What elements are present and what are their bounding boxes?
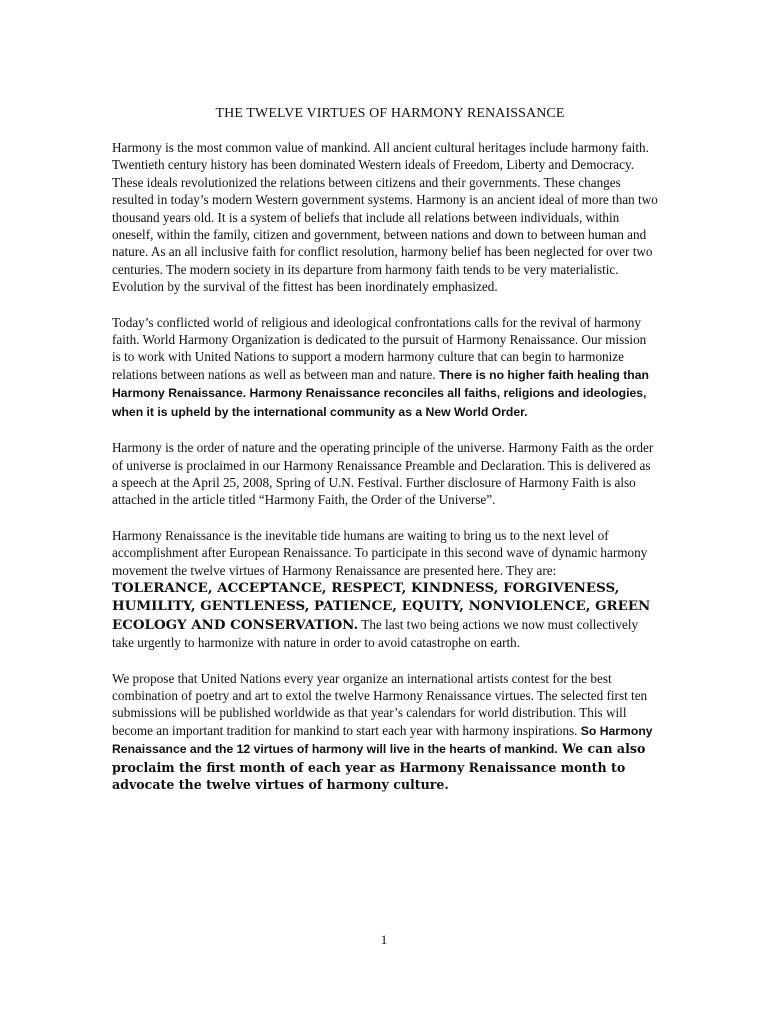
paragraph-2 [112,314,658,421]
page-number: 1 [380,932,388,947]
paragraph-1-text: Harmony is the most common value of mankind. All ancient cultural heritages include harmony faith. Twentieth century history has been dominated Western ideals of Freedom, Liberty and Democracy. These ideals revolutionized the relations between citizens and their governments. These changes resulted in today’s modern Western government systems. Harmony is an ancient ideal of more than two thousand years old. It is a system of beliefs that include all relations between individuals, within oneself, within the family, citizen and government, between nations and down to between human and nature. As an all inclusive faith for conflict resolution, harmony belief has been neglected for over two centuries. The modern society in its departure from harmony faith tends to be very materialistic. Evolution by the survival of the fittest has been inordinately emphasized. [112,140,658,295]
paragraph-5 [112,670,658,794]
paragraph-1 [112,139,658,296]
document-body [112,106,658,811]
document-title: THE TWELVE VIRTUES OF HARMONY RENAISSANCE [215,106,565,121]
paragraph-4-closing: The last two being actions we now must collectively take urgently to harmonize with nature in order to avoid catastrophe on earth. [112,616,639,651]
paragraph-4 [112,527,658,652]
paragraph-3-text: Harmony is the order of nature and the operating principle of the universe. Harmony Faith as the order of universe is proclaimed in our Harmony Renaissance Preamble and Declaration. This is delivered as a speech at the April 25, 2008, Spring of U.N. Festival. Further disclosure of Harmony Faith is also attached in the article titled “Harmony Faith, the Order of the Universe”. [112,440,654,508]
paragraph-5-bold-serif: We can also proclaim the first month of each year as Harmony Renaissance month to advocate the twelve virtues of harmony culture. [112,741,646,792]
paragraph-3 [112,439,658,509]
paragraph-5-bold-sans: So Harmony Renaissance and the 12 virtues of harmony will live in the hearts of mankind. [112,723,653,757]
paragraph-2-text: Today’s conflicted world of religious and ideological confrontations calls for the revival of harmony faith. World Harmony Organization is dedicated to the pursuit of Harmony Renaissance. Our mission is to work with United Nations to support a modern harmony culture that can begin to harmonize relations between nations as well as between man and nature. [112,314,647,382]
paragraph-2-bold-statement: There is no higher faith healing than Harmony Renaissance. Harmony Renaissance reconciles all faiths, religions and ideologies, when it is upheld by the international community as a New World Order. [112,367,649,419]
paragraph-5-text: We propose that United Nations every year organize an international artists contest for the best combination of poetry and art to extol the twelve Harmony Renaissance virtues. The selected first ten submissions will be published worldwide as that year’s calendars for world distribution. This will become an important tradition for mankind to start each year with harmony inspirations. [112,670,648,738]
virtues-list: TOLERANCE, ACCEPTANCE, RESPECT, KINDNESS, FORGIVENESS, HUMILITY, GENTLENESS, PATIENCE, EQUITY, NONVIOLENCE, GREEN ECOLOGY AND CONSERVATION. [112,579,651,633]
paragraph-4-intro: Harmony Renaissance is the inevitable tide humans are waiting to bring us to the next level of accomplishment after European Renaissance. To participate in this second wave of dynamic harmony movement the twelve virtues of Harmony Renaissance are presented here. They are: [112,527,648,578]
